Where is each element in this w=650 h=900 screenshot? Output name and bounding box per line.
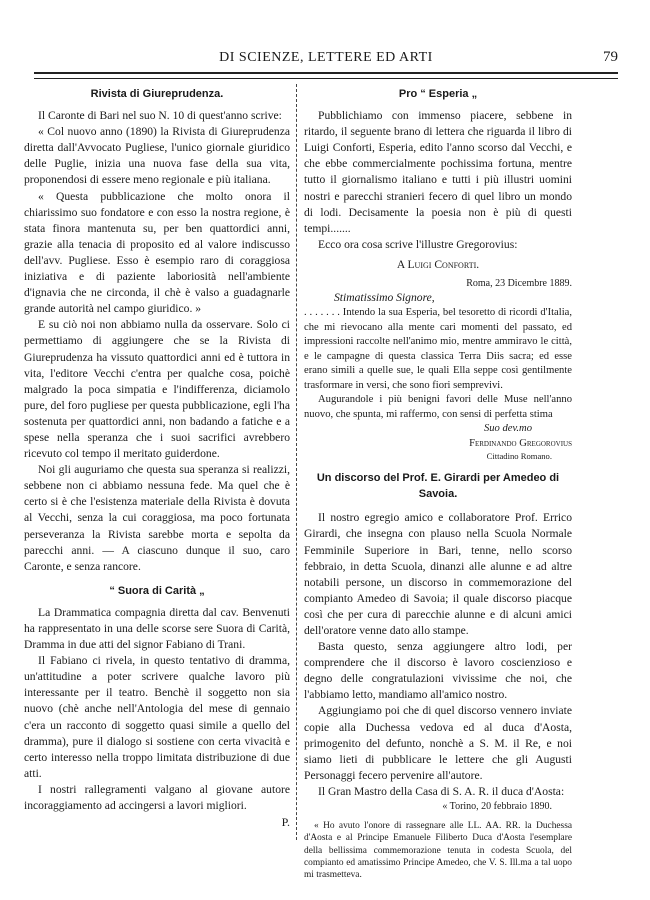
paragraph: Pubblichiamo con immenso piacere, sebbene in ritardo, il seguente brano di lettera che riguarda il libro di Luigi Conforti, Esperia, edito l'anno scorso dal Vecchi, e che ebbe commercialmente pochissima fortuna, mentre tutto il giornalismo italiano e tutti i più illustri uomini nostri e parecchi stranieri fecero di quel libro un mondo di lodi. Decisamente la poesia non è più di questi tempi.......	[304, 109, 572, 235]
section-title-rivista: Rivista di Giureprudenza.	[90, 88, 224, 100]
letter-paragraph: Augurandole i più benigni favori delle Muse nell'anno nuovo, che spunta, mi raffermo, con sensi di perfetta stima	[304, 394, 572, 420]
paragraph: I nostri rallegramenti valgano al giovane autore incoraggiamento ad accingersi a lavori migliori.	[24, 782, 290, 813]
paragraph: « Col nuovo anno (1890) la Rivista di Giureprudenza diretta dall'Avvocato Pugliese, l'unico giornale giuridico delle Puglie, inizia una nuova fase della sua vita, proponendosi di essere meno regionale e più italiana.	[24, 125, 290, 187]
paragraph: Il nostro egregio amico e collaboratore Prof. Errico Girardi, che insegna con plauso nella Scuola Normale Femminile Superiore in Bari, tenne, nello scorso febbraio, in detta Scuola, dinanzi alle alunne e ad altre notabili persone, un discorso in commemorazione del compianto Amedeo di Savoia; il quale discorso piacque così che per cura di parecchie alunne e di alcuni amici dell'oratore venne dato allo stampe.	[304, 511, 572, 637]
right-column	[304, 84, 572, 891]
column-divider	[296, 84, 297, 840]
letter-paragraph: . . . . . . . Intendo la sua Esperia, bel tesoretto di ricordi d'Italia, che mi rievocano alla mente cari momenti del passato, ed impressioni raccolte nell'animo mio, mentre ammiravo le città, e le campagne di questa classica Terra Diis sacra; ed esse erano simili a quelle sue, le quali Ella seppe così gentilmente trasformare in versi, che sono fiori semprevivi.	[304, 307, 572, 391]
paragraph: Ecco ora cosa scrive l'illustre Gregorovius:	[318, 237, 518, 251]
left-column	[24, 84, 290, 830]
paragraph: Aggiungiamo poi che di quel discorso vennero inviate copie alla Duchessa vedova ed al duca d'Aosta, primogenito del defunto, nonchè a S. M. il Re, e noi siamo lieti di pubblicare le lettere che gli Augusti Personaggi fecero pervenire all'autore.	[304, 704, 572, 782]
paragraph: Il Caronte di Bari nel suo N. 10 di quest'anno scrive:	[38, 109, 282, 123]
paragraph: E su ciò noi non abbiamo nulla da osservare. Solo ci permettiamo di aggiungere che se la Rivista di Giureprudenza ha vissuto quattordici anni ed è tuttora in vita, l'editore Vecchi c'entra per qualche cosa, poichè malgrado la poca simpatia e l'indifferenza, diciamolo pure, del foro pugliese per questa pubblicazione, egli l'ha sostenuta per quattordici anni, non badando a fatiche e a spese nella speranza che i suoi sacrifici avrebbero ricevuto col tempo il meritato guiderdone.	[24, 318, 290, 461]
section-title-girardi: Un discorso del Prof. E. Girardi per Amedeo di Savoia.	[316, 472, 560, 501]
paragraph: Il Gran Mastro della Casa di S. A. R. il duca d'Aosta:	[318, 784, 565, 798]
section-title-suora: “ Suora di Carità „	[109, 584, 205, 597]
running-title: DI SCIENZE, LETTERE ED ARTI	[219, 50, 433, 65]
signature-note: Cittadino Romano.	[486, 451, 552, 462]
section-title-esperia: Pro “ Esperia „	[398, 88, 478, 100]
letter-closing: Suo dev.mo	[483, 423, 532, 435]
page-header	[34, 44, 618, 72]
paragraph: La Drammatica compagnia diretta dal cav. Benvenuti ha rappresentato in una delle scorse sere Suora di Carità, Dramma in due atti del signor Fabiano di Trani.	[24, 605, 290, 652]
letter-addressee: A Luigi Conforti.	[396, 257, 480, 271]
header-rule	[34, 72, 618, 79]
letter-date: « Torino, 20 febbraio 1890.	[442, 801, 552, 812]
page-number: 79	[603, 49, 618, 65]
letter-signature: Ferdinando Gregorovius	[469, 437, 572, 449]
letter-salutation: Stimatissimo Signore,	[334, 291, 435, 305]
paragraph: Il Fabiano ci rivela, in questo tentativo di dramma, un'attitudine a poter scrivere qualche lavoro più interessante per il teatro. Benchè il soggetto non sia nuovo (chè anche nell'Antologia del mese di gennaio c'era un racconto di soggetto quasi simile a quello del dramma), pure il dialogo si sostiene con certa vivacità e certo interesso nella troppo limitata distribuzione di due atti.	[24, 654, 290, 780]
letter-date: Roma, 23 Dicembre 1889.	[466, 278, 572, 290]
paragraph: Noi gli auguriamo che questa sua speranza si realizzi, sebbene non ci abbiamo nessuna fede. Ma quel che è certo si è che l'esistenza materiale della Rivista è dovuta al Vecchi, senza la cui coraggiosa, ma poco fortunata perseveranza la Rivista sarebbe morta e sepolta da parecchi anni. — A ciascuno dunque il suo, caro Caronte, e senza rancore.	[24, 463, 290, 573]
author-initial: P.	[281, 815, 290, 830]
footnote: « Ho avuto l'onore di rassegnare alle LL. AA. RR. la Duchessa d'Aosta e al Principe Emanuele Filiberto Duca d'Aosta l'esemplare della bellissima commemorazione tenuta in codesta Scuola, del compianto ed amatissimo Principe Amedeo, che V. S. Ill.ma a tal uopo mi trasmetteva.	[304, 821, 572, 881]
paragraph: « Questa pubblicazione che molto onora il chiarissimo suo fondatore e con esso la nostra regione, è stata finora mantenuta su, per ben quattordici anni, grazie alla tenacia di proposito ed al valore indiscusso dell'avv. Pugliese. Esso è esempio raro di coraggiosa iniziativa e di paziente laboriosità nell'ambiente d'ignavia che ne circonda, il chè è valso a guadagnarle grande autorità nel campo giuridico. »	[24, 189, 290, 316]
paragraph: Basta questo, senza aggiungere altro lodi, per comprendere che il discorso è lavoro coscienzioso e degno delle congratulazioni vivissime che noi, che l'abbiamo letto, mandiamo all'amico nostro.	[304, 640, 572, 702]
